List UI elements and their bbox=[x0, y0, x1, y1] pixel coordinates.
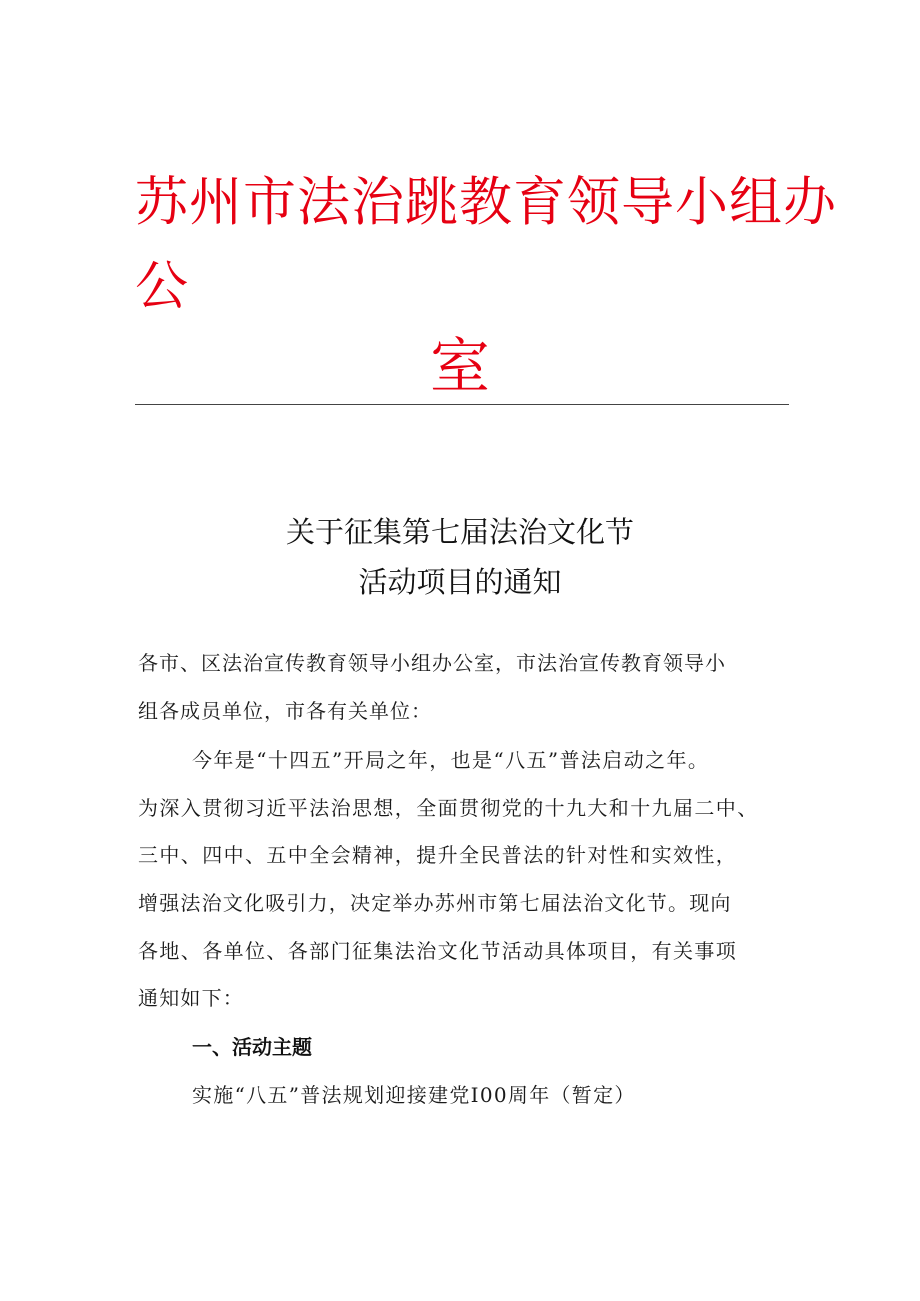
paragraph-line: 为深入贯彻习近平法治思想，全面贯彻党的十九大和十九届二中、 bbox=[138, 796, 759, 820]
salutation-line1: 各市、区法治宣传教育领导小组办公室，市法治宣传教育领导小 bbox=[138, 651, 726, 675]
paragraph-line: 通知如下： bbox=[138, 986, 244, 1010]
paragraph-line: 三中、四中、五中全会精神，提升全民普法的针对性和实效性， bbox=[138, 843, 738, 867]
section-text: 实施“八五”普法规划迎接建党I00周年（暂定） bbox=[192, 1083, 636, 1107]
header-title-line3: 室 bbox=[430, 332, 490, 402]
paragraph-line: 今年是“十四五”开局之年，也是“八五”普法启动之年。 bbox=[192, 748, 710, 772]
salutation-line2: 组各成员单位，市各有关单位： bbox=[138, 699, 432, 723]
section-heading: 一、活动主题 bbox=[192, 1035, 312, 1059]
paragraph-line: 各地、各单位、各部门征集法治文化节活动具体项目，有关事项 bbox=[138, 939, 738, 963]
notice-title-line1: 关于征集第七届法治文化节 bbox=[285, 515, 634, 549]
header-title-line1: 苏州市法治跳教育领导小组办 bbox=[135, 172, 837, 233]
header-divider bbox=[135, 404, 789, 405]
header-title-line2: 公 bbox=[135, 256, 188, 317]
paragraph-line: 增强法治文化吸引力，决定举办苏州市第七届法治文化节。现向 bbox=[138, 891, 732, 915]
notice-title-line2: 活动项目的通知 bbox=[358, 565, 562, 599]
